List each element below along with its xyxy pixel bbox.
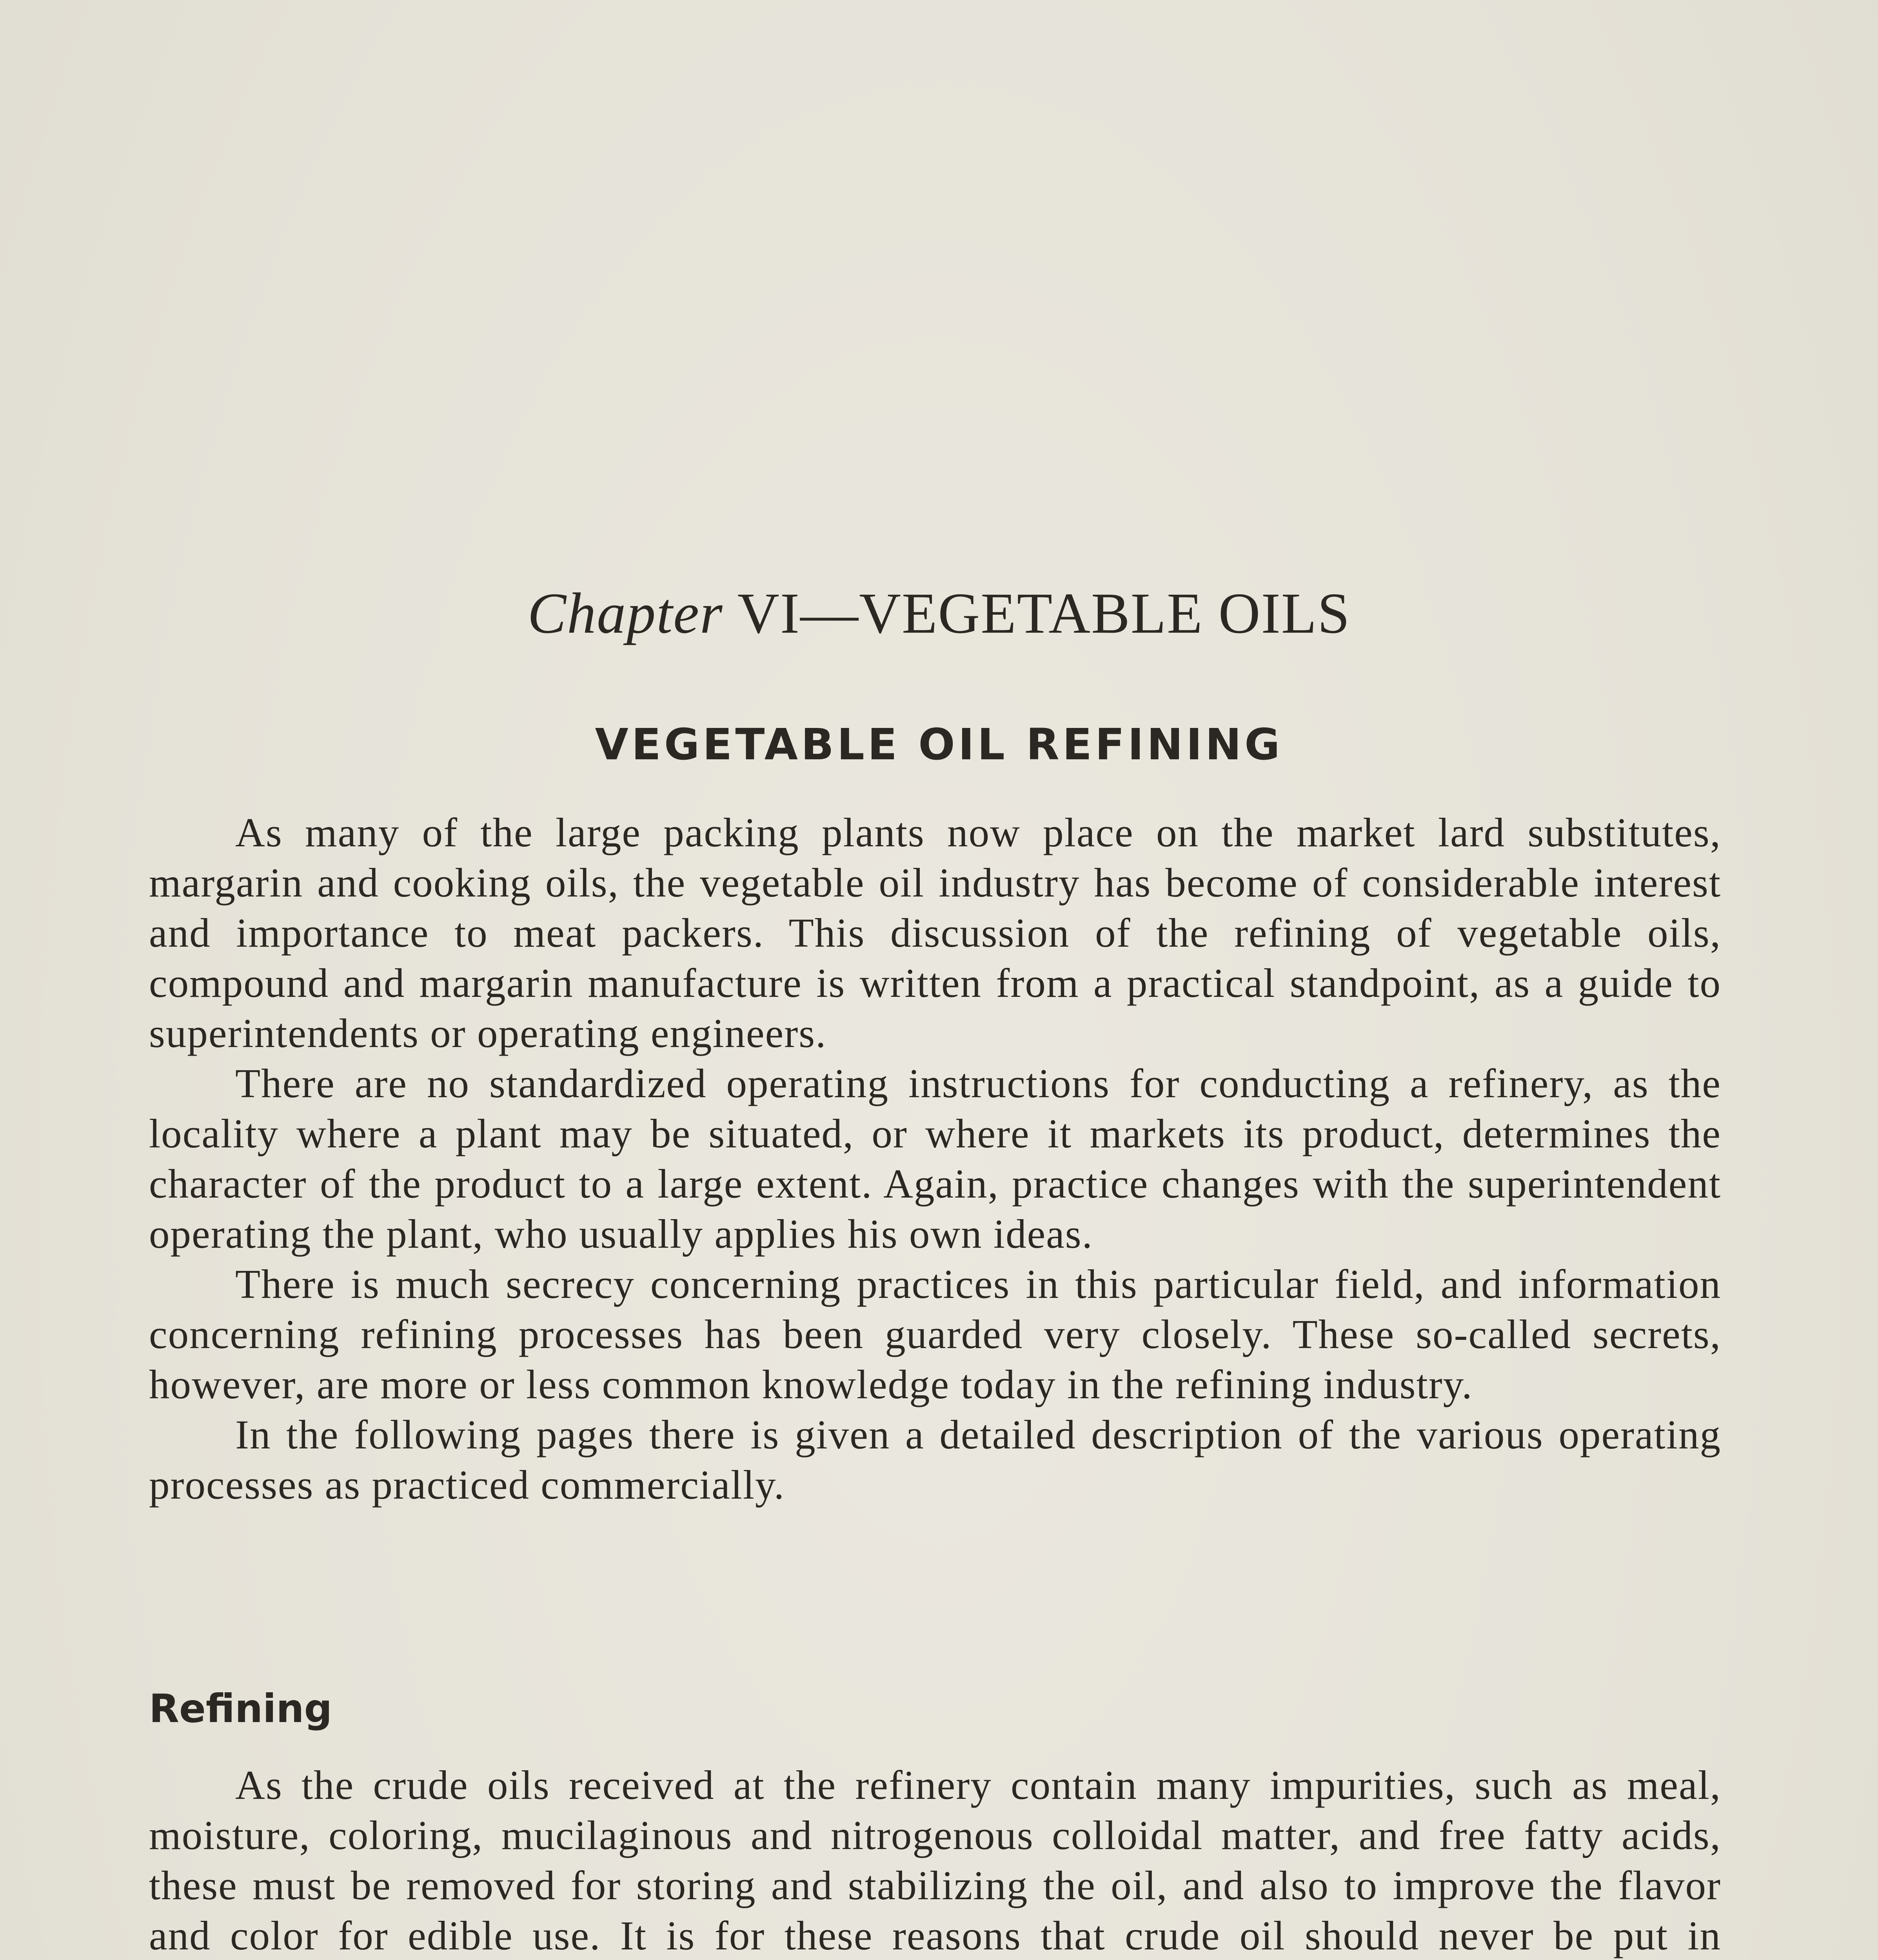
refining-text — [149, 1760, 1721, 1960]
chapter-title-text: VI—VEGETABLE OILS — [723, 581, 1351, 646]
paragraph: In the following pages there is given a detailed description of the various operating processes as practiced commercially. — [149, 1412, 1721, 1508]
chapter-label: Chapter — [527, 581, 723, 646]
chapter-title — [0, 580, 1878, 647]
paragraph: There is much secrecy concerning practices in this particular field, and information concerning refining processes has been guarded very closely. These so-called secrets, however, are more or less common knowledge today in the refining industry. — [149, 1261, 1721, 1407]
paragraph: As many of the large packing plants now place on the market lard substitutes, margarin and cooking oils, the vegetable oil industry has become of considerable interest and importance to meat packers. This discussion of the refining of vegetable oils, compound and margarin manufacture is written from a practical standpoint, as a guide to superintendents or operating engineers. — [149, 809, 1721, 1056]
intro-text — [149, 808, 1721, 1510]
section-heading: VEGETABLE OIL REFINING — [595, 719, 1283, 769]
subheading-refining: Refining — [149, 1686, 332, 1731]
paragraph: As the crude oils received at the refinery contain many impurities, such as meal, moisture, coloring, mucilaginous and nitrogenous colloidal matter, and free fatty acids, these must be removed for storing and stabilizing the oil, and also to improve the flavor and color for edible use. It is for these reasons that crude oil should never be put in — [149, 1762, 1721, 1958]
paragraph: There are no standardized operating instructions for conducting a refinery, as the locality where a plant may be situated, or where it markets its product, determines the character of the product to a large extent. Again, practice changes with the superintendent operating the plant, who usually applies his own ideas. — [149, 1060, 1721, 1257]
